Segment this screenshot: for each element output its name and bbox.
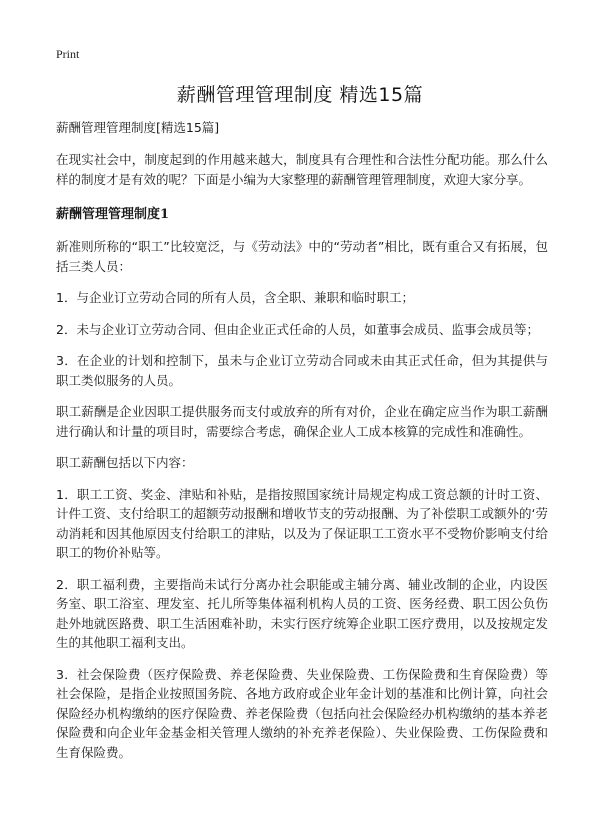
section-heading: 薪酬管理管理制度1: [56, 207, 170, 222]
paragraph: 3．社会保险费（医疗保险费、养老保险费、失业保险费、工伤保险费和生育保险费）等社会保险，是指企业按照国务院、各地方政府或企业年金计划的基准和比例计算，向社会保险经办机构缴纳的医疗保险费、养老保险费（包括向社会保险经办机构缴纳的基本养老保险费和向企业年金基金相关管理人缴纳的补充养老保险）、失业保险费、工伤保险费和生育保险费。: [56, 666, 548, 760]
paragraph: 职工薪酬包括以下内容：: [56, 455, 194, 470]
paragraph: 3．在企业的计划和控制下，虽未与企业订立劳动合同或未由其正式任命，但为其提供与职工类似服务的人员。: [56, 353, 548, 388]
intro-paragraph: 在现实社会中，制度起到的作用越来越大，制度具有合理性和合法性分配功能。那么什么样的制度才是有效的呢？下面是小编为大家整理的薪酬管理管理制度，欢迎大家分享。: [56, 152, 548, 187]
print-label: Print: [56, 47, 80, 61]
paragraph: 1．职工工资、奖金、津贴和补贴，是指按照国家统计局规定构成工资总额的计时工资、计件工资、支付给职工的超额劳动报酬和增收节支的劳动报酬、为了补偿职工或额外的‘劳动消耗和因其他原因支付给职工的津贴，以及为了保证职工工资水平不受物价影响支付给职工的物价补贴等。: [56, 486, 548, 560]
paragraph: 职工薪酬是企业因职工提供服务而支付或放弃的所有对价，企业在确定应当作为职工薪酬进行确认和计量的项目时，需要综合考虑，确保企业人工成本核算的完成性和准确性。: [56, 404, 548, 439]
paragraph: 2．职工福利费，主要指尚未试行分离办社会职能或主辅分离、辅业改制的企业，内设医务室、职工浴室、理发室、托儿所等集体福利机构人员的工资、医务经费、职工因公负伤赴外地就医路费、职工生活困难补助，未实行医疗统筹企业职工医疗费用，以及按规定发生的其他职工福利支出。: [56, 576, 548, 650]
document-body: [56, 118, 548, 774]
paragraph: 1．与企业订立劳动合同的所有人员，含全职、兼职和临时职工；: [56, 290, 414, 305]
document-subtitle: 薪酬管理管理制度[精选15篇]: [56, 120, 220, 135]
paragraph: 2．未与企业订立劳动合同、但由企业正式任命的人员，如董事会成员、监事会成员等；: [56, 321, 539, 337]
paragraph: 新准则所称的“职工”比较宽泛，与《劳动法》中的“劳动者”相比，既有重合又有拓展，包括三类人员：: [56, 239, 548, 274]
document-title: 薪酬管理管理制度 精选15篇: [176, 84, 424, 106]
